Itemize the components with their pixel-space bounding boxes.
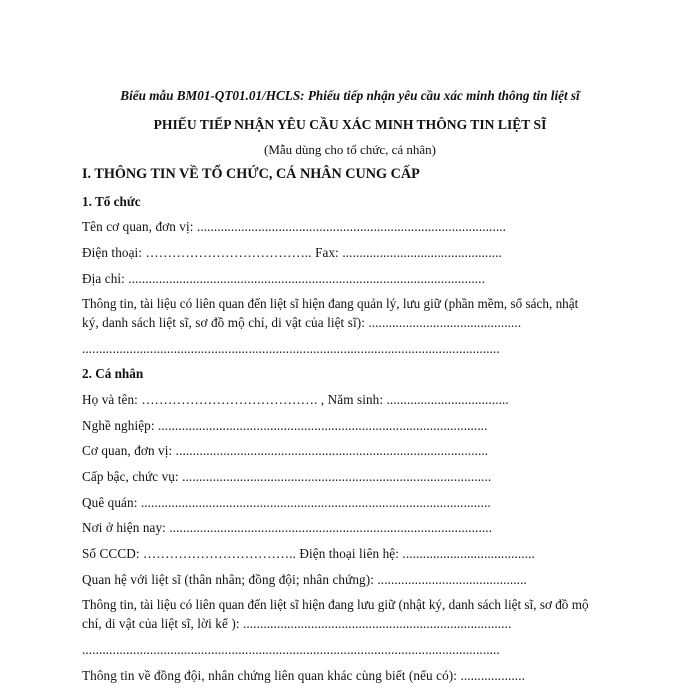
individual-agency-field: Cơ quan, đơn vị: ............................................................................................ [82, 443, 489, 458]
individual-records-field: chí, di vật của liệt sĩ, lời kể ): ............................................................................... [82, 616, 512, 631]
organization-phone-fax-field: Điện thoại: ……………………………….. Fax: ............................................... [82, 245, 502, 260]
organization-heading: 1. Tổ chức [82, 194, 141, 209]
individual-rank-field: Cấp bậc, chức vụ: ........................................................................................... [82, 469, 492, 484]
form-title: PHIẾU TIẾP NHẬN YÊU CẦU XÁC MINH THÔNG TIN LIỆT SĨ [153, 117, 547, 132]
organization-records-text: Thông tin, tài liệu có liên quan đến liệt sĩ hiện đang quản lý, lưu giữ (phần mềm, sổ sách, nhật [82, 296, 579, 311]
individual-id-phone-field: Số CCCD: …………………………….. Điện thoại liên hệ: ....................................... [82, 546, 535, 561]
section-heading: I. THÔNG TIN VỀ TỔ CHỨC, CÁ NHÂN CUNG CẤP [82, 166, 420, 182]
organization-records-field: ký, danh sách liệt sĩ, sơ đồ mộ chí, di vật của liệt sĩ): ............................................. [82, 315, 522, 330]
individual-records-text: Thông tin, tài liệu có liên quan đến liệt sĩ hiện đang lưu giữ (nhật ký, danh sách liệt sĩ, sơ đồ mộ [82, 597, 589, 612]
individual-residence-field: Nơi ở hiện nay: ............................................................................................... [82, 520, 493, 535]
individual-heading: 2. Cá nhân [82, 366, 144, 381]
organization-address-field: Địa chỉ: ......................................................................................................... [82, 271, 485, 286]
individual-witness-field: Thông tin về đồng đội, nhân chứng liên quan khác cùng biết (nếu có): ................... [82, 668, 525, 683]
form-subtitle: (Mẫu dùng cho tổ chức, cá nhân) [263, 142, 436, 157]
individual-occupation-field: Nghề nghiệp: ................................................................................................. [82, 418, 488, 433]
organization-records-continuation: ........................................................................................................................... [82, 341, 500, 356]
organization-agency-field: Tên cơ quan, đơn vị: ........................................................................................... [82, 219, 507, 234]
individual-hometown-field: Quê quán: ....................................................................................................... [82, 495, 491, 510]
individual-name-birthyear-field: Họ và tên: …………………………………. , Năm sinh: .................................... [82, 392, 509, 407]
individual-relation-field: Quan hệ với liệt sĩ (thân nhân; đồng đội; nhân chứng): ............................................ [82, 572, 527, 587]
form-code-caption: Biểu mẫu BM01-QT01.01/HCLS: Phiếu tiếp nhận yêu cầu xác minh thông tin liệt sĩ [120, 88, 580, 103]
individual-records-continuation: ........................................................................................................................... [82, 642, 500, 657]
